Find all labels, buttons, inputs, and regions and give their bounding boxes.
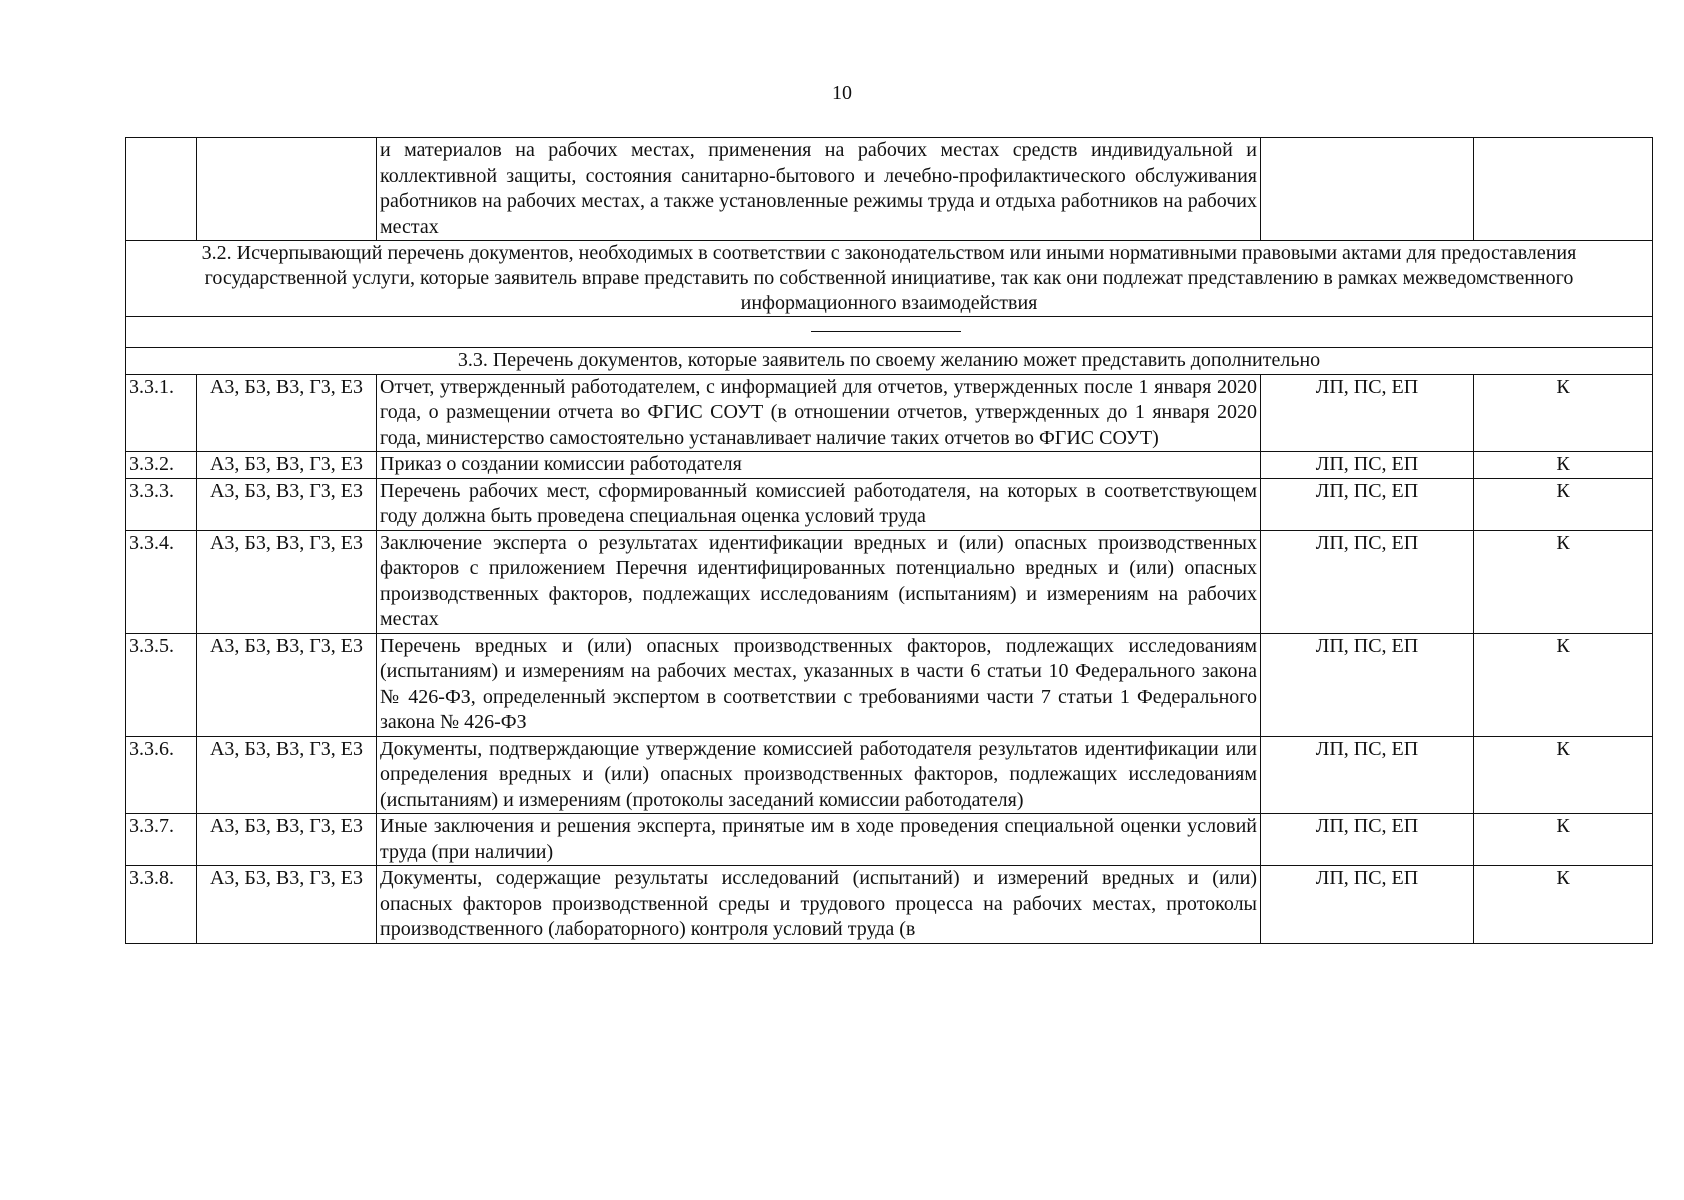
row-codes: А3, Б3, В3, Г3, Е3 — [197, 866, 377, 944]
row-number: 3.3.8. — [126, 866, 197, 944]
section-heading-row — [126, 241, 1653, 317]
row-type: К — [1474, 374, 1653, 452]
row-type: К — [1474, 452, 1653, 479]
row-type: К — [1474, 530, 1653, 633]
row-codes: А3, Б3, В3, Г3, Е3 — [197, 633, 377, 736]
table-cell — [197, 138, 377, 241]
row-description: Документы, подтверждающие утверждение комиссией работодателя результатов идентификации или определения вредных и (или) опасных производственных факторов, подлежащих исследованиям (испытаниям) и измерениям (протоколы заседаний комиссии работодателя) — [377, 736, 1261, 814]
continuation-text: и материалов на рабочих местах, применения на рабочих местах средств индивидуальной и коллективной защиты, состояния санитарно-бытового и лечебно-профилактического обслуживания работников на рабочих местах, а также установленные режимы труда и отдыха работников на рабочих местах — [377, 138, 1261, 241]
separator-dash-line — [811, 331, 961, 332]
row-description: Перечень вредных и (или) опасных производственных факторов, подлежащих исследованиям (испытаниям) и измерениям на рабочих местах, указанных в части 6 статьи 10 Федерального закона № 426-ФЗ, определенный экспертом в соответствии с требованиями части 7 статьи 1 Федерального закона № 426-ФЗ — [377, 633, 1261, 736]
empty-separator-row — [126, 317, 1653, 348]
row-form: ЛП, ПС, ЕП — [1261, 374, 1474, 452]
row-description: Перечень рабочих мест, сформированный комиссией работодателя, на которых в соответствующем году должна быть проведена специальная оценка условий труда — [377, 478, 1261, 530]
row-type: К — [1474, 633, 1653, 736]
table-row — [126, 478, 1653, 530]
continuation-row — [126, 138, 1653, 241]
row-number: 3.3.6. — [126, 736, 197, 814]
row-number: 3.3.3. — [126, 478, 197, 530]
table-row — [126, 633, 1653, 736]
row-form: ЛП, ПС, ЕП — [1261, 736, 1474, 814]
row-description: Заключение эксперта о результатах идентификации вредных и (или) опасных производственных факторов с приложением Перечня идентифицированных потенциально вредных и (или) опасных производственных факторов, подлежащих исследованиям (испытаниям) и измерениям на рабочих местах — [377, 530, 1261, 633]
row-type: К — [1474, 478, 1653, 530]
row-codes: А3, Б3, В3, Г3, Е3 — [197, 452, 377, 479]
row-codes: А3, Б3, В3, Г3, Е3 — [197, 736, 377, 814]
row-number: 3.3.4. — [126, 530, 197, 633]
row-type: К — [1474, 814, 1653, 866]
row-description: Документы, содержащие результаты исследований (испытаний) и измерений вредных и (или) опасных факторов производственной среды и трудового процесса на рабочих местах, протоколы производственного (лабораторного) контроля условий труда (в — [377, 866, 1261, 944]
table-row — [126, 530, 1653, 633]
row-description: Приказ о создании комиссии работодателя — [377, 452, 1261, 479]
row-description: Отчет, утвержденный работодателем, с информацией для отчетов, утвержденных после 1 января 2020 года, о размещении отчета во ФГИС СОУТ (в отношении отчетов, утвержденных до 1 января 2020 года, министерство самостоятельно устанавливает наличие таких отчетов во ФГИС СОУТ) — [377, 374, 1261, 452]
section-heading-row — [126, 348, 1653, 375]
table-row — [126, 866, 1653, 944]
table-row — [126, 452, 1653, 479]
row-codes: А3, Б3, В3, Г3, Е3 — [197, 814, 377, 866]
row-number: 3.3.1. — [126, 374, 197, 452]
page-number: 10 — [832, 82, 852, 104]
section-3-2-title: 3.2. Исчерпывающий перечень документов, необходимых в соответствии с законодательством или иными нормативными правовыми актами для предоставления государственной услуги, которые заявитель вправе представить по собственной инициативе, так как они подлежат представлению в рамках межведомственного информационного взаимодействия — [126, 241, 1653, 317]
table-row — [126, 736, 1653, 814]
row-form: ЛП, ПС, ЕП — [1261, 530, 1474, 633]
row-form: ЛП, ПС, ЕП — [1261, 866, 1474, 944]
table-cell — [1474, 138, 1653, 241]
row-number: 3.3.7. — [126, 814, 197, 866]
row-form: ЛП, ПС, ЕП — [1261, 814, 1474, 866]
row-codes: А3, Б3, В3, Г3, Е3 — [197, 374, 377, 452]
table-row — [126, 814, 1653, 866]
row-type: К — [1474, 736, 1653, 814]
row-form: ЛП, ПС, ЕП — [1261, 478, 1474, 530]
section-3-3-title: 3.3. Перечень документов, которые заявитель по своему желанию может представить дополнительно — [126, 348, 1653, 375]
table-cell — [1261, 138, 1474, 241]
row-number: 3.3.2. — [126, 452, 197, 479]
row-form: ЛП, ПС, ЕП — [1261, 633, 1474, 736]
row-form: ЛП, ПС, ЕП — [1261, 452, 1474, 479]
table-row — [126, 374, 1653, 452]
row-codes: А3, Б3, В3, Г3, Е3 — [197, 530, 377, 633]
table-cell — [126, 138, 197, 241]
row-type: К — [1474, 866, 1653, 944]
row-description: Иные заключения и решения эксперта, принятые им в ходе проведения специальной оценки условий труда (при наличии) — [377, 814, 1261, 866]
separator-cell — [126, 317, 1653, 348]
row-codes: А3, Б3, В3, Г3, Е3 — [197, 478, 377, 530]
documents-table — [125, 137, 1653, 944]
row-number: 3.3.5. — [126, 633, 197, 736]
